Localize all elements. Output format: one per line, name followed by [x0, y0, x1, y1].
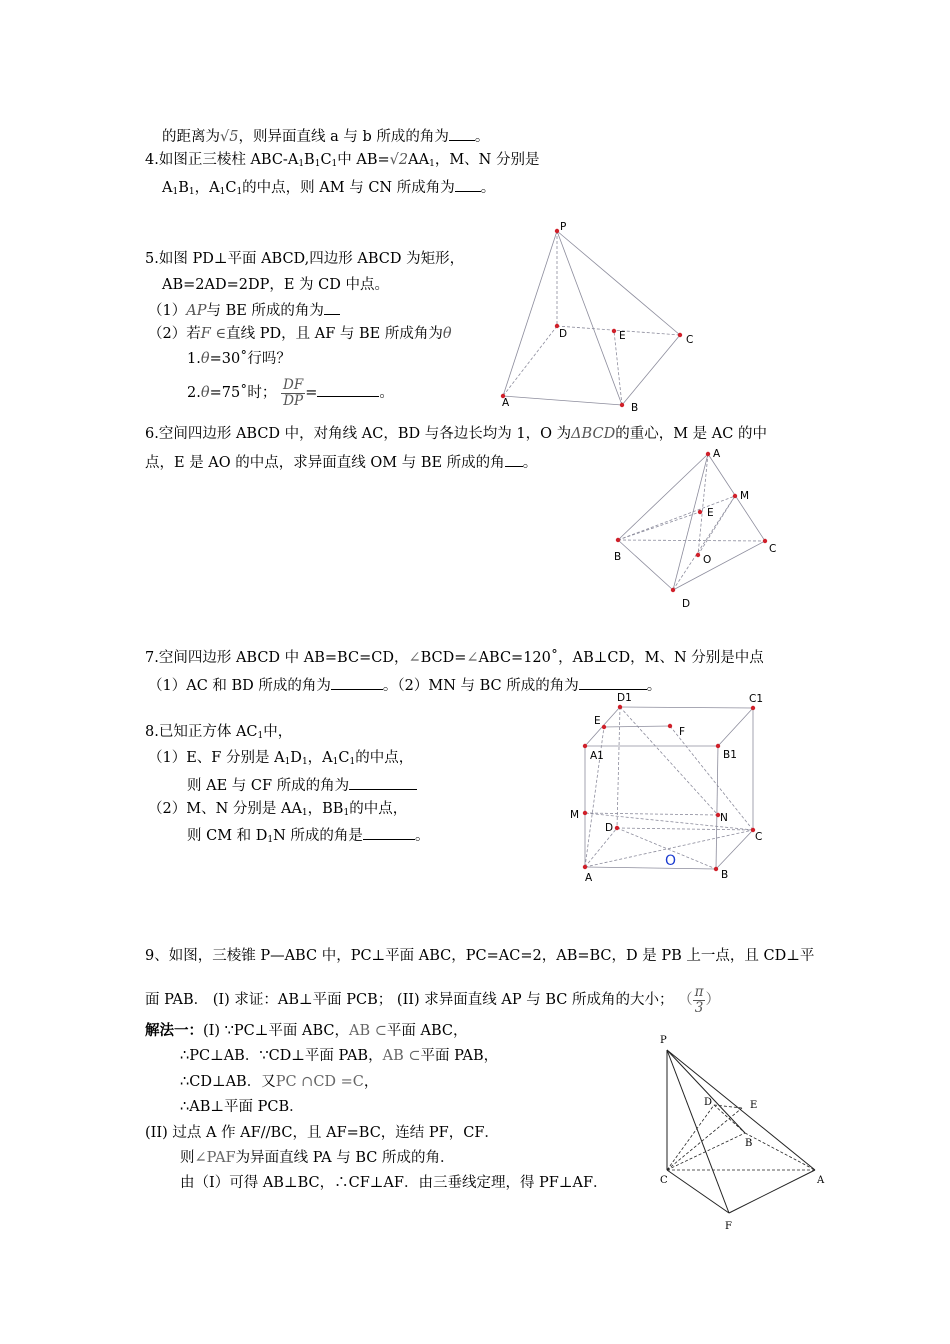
problem-7-line-1: 7.空间四边形 ABCD 中 AB=BC=CD，∠BCD=∠ABC=120˚，AB⊥CD，M、N 分别是中点 [145, 650, 764, 666]
problem-4-line-1: 4.如图正三棱柱 ABC-$A_1B_1C_1$中 $AB=√2AA_1$，M、N 分别是 [145, 152, 540, 169]
problem-7-line-2: （1）AC 和 BD 所成的角为 。（2）MN 与 BC 所成的角为 。 [148, 675, 661, 695]
problem-5-line-2: AB=2AD=2DP，E 为 CD 中点。 [162, 277, 389, 293]
solution-line-7: 由（Ⅰ）可得 AB⊥BC，∴CF⊥AF．由三垂线定理，得 PF⊥AF． [180, 1175, 608, 1191]
label-A: A [502, 397, 510, 409]
label-E: E [750, 1100, 758, 1111]
solution-line-6: 则∠PAF为异面直线 PA 与 BC 所成的角． [180, 1150, 455, 1166]
label-F: F [679, 726, 686, 738]
label-D: D [682, 598, 691, 610]
label-O: O [665, 853, 677, 869]
label-D: D [605, 822, 614, 834]
problem-6-line-2: 点，E 是 AO 的中点，求异面直线 OM 与 BE 所成的角 。 [145, 452, 537, 472]
label-E: E [619, 330, 626, 342]
fraction-df-dp: $\frac{DF}{DP}$ [283, 376, 304, 409]
label-A: A [817, 1175, 825, 1186]
solution-line-4: ∴AB⊥平面 PCB． [180, 1099, 304, 1115]
problem-4-line-2: $A_1B_1$，$A_1C_1$的中点，则 AM 与 CN 所成角为 。 [162, 177, 495, 201]
label-P: P [560, 221, 567, 233]
label-A: A [585, 872, 593, 884]
label-E: E [707, 507, 714, 519]
label-M: M [570, 809, 580, 821]
label-O: O [703, 554, 712, 566]
label-B: B [721, 869, 729, 881]
label-E: E [594, 715, 601, 727]
problem-5-line-4: （2）若F ∈直线 PD，且 AF 与 BE 所成角为θ [148, 326, 452, 342]
problem-8-line-1: 8.已知正方体 $AC_1$中， [145, 724, 293, 741]
label-A: A [713, 448, 721, 460]
problem-9-line-1: 9、如图，三棱锥 P—ABC 中，PC⊥平面 ABC，PC=AC=2，AB=BC，D 是 PB 上一点，且 CD⊥平 [145, 948, 815, 964]
problem-5-line-3: （1）AP与 BE 所成的角为 [148, 300, 340, 320]
label-B: B [631, 402, 639, 414]
label-F: F [725, 1221, 732, 1232]
label-D1: D1 [617, 692, 632, 704]
label-C: C [769, 543, 777, 555]
label-A1: A1 [590, 750, 604, 762]
problem-6-line-1: 6.空间四边形 ABCD 中，对角线 AC，BD 与各边长均为 1，O 为ΔBCD的重心，M 是 AC 的中 [145, 426, 767, 442]
problem-8-line-2: （1）E、F 分别是 $A_1D_1$，$A_1C_1$的中点， [148, 750, 414, 767]
label-B: B [614, 551, 622, 563]
text-line-distance: 的距离为√5，则异面直线 a 与 b 所成的角为 。 [162, 126, 489, 146]
label-C: C [686, 334, 694, 346]
problem-5-line-6: 2.θ=75˚时； $\frac{DF}{DP}$ = 。 [187, 376, 394, 409]
label-B1: B1 [723, 749, 737, 761]
label-M: M [740, 490, 750, 502]
solution-line-1: 解法一：(I) ∵PC⊥平面 ABC，AB ⊂平面 ABC， [145, 1022, 468, 1039]
label-B: B [745, 1138, 753, 1149]
problem-5-line-5: 1.θ=30˚行吗？ [187, 351, 291, 367]
label-P: P [660, 1035, 667, 1046]
label-N: N [720, 812, 728, 824]
label-C: C [755, 831, 763, 843]
label-C: C [660, 1175, 668, 1186]
problem-8-line-4: （2）M、N 分别是 $AA_1$，$BB_1$的中点， [148, 801, 408, 818]
solution-line-3: ∴CD⊥AB．又PC ∩CD =C， [180, 1074, 379, 1090]
solution-line-5: (II) 过点 A 作 AF//BC，且 AF=BC，连结 PF，CF． [145, 1125, 499, 1141]
problem-8-line-5: 则 CM 和 $D_1N$ 所成的角是 。 [187, 825, 429, 849]
label-D: D [559, 328, 568, 340]
fraction-pi-3: $\frac{\pi}{3}$ [694, 983, 704, 1016]
label-C1: C1 [749, 693, 764, 705]
problem-9-line-2: 面 PAB． (I) 求证：AB⊥平面 PCB； (II) 求异面直线 AP 与 BC 所成角的大小； （ $\frac{\pi}{3}$ ） [145, 983, 720, 1016]
solution-line-2: ∴PC⊥AB．∵CD⊥平面 PAB，AB ⊂平面 PAB， [180, 1048, 499, 1064]
label-D: D [704, 1097, 713, 1108]
problem-5-line-1: 5.如图 PD⊥平面 ABCD,四边形 ABCD 为矩形， [145, 251, 465, 267]
problem-8-line-3: 则 AE 与 CF 所成的角为 [187, 775, 417, 795]
